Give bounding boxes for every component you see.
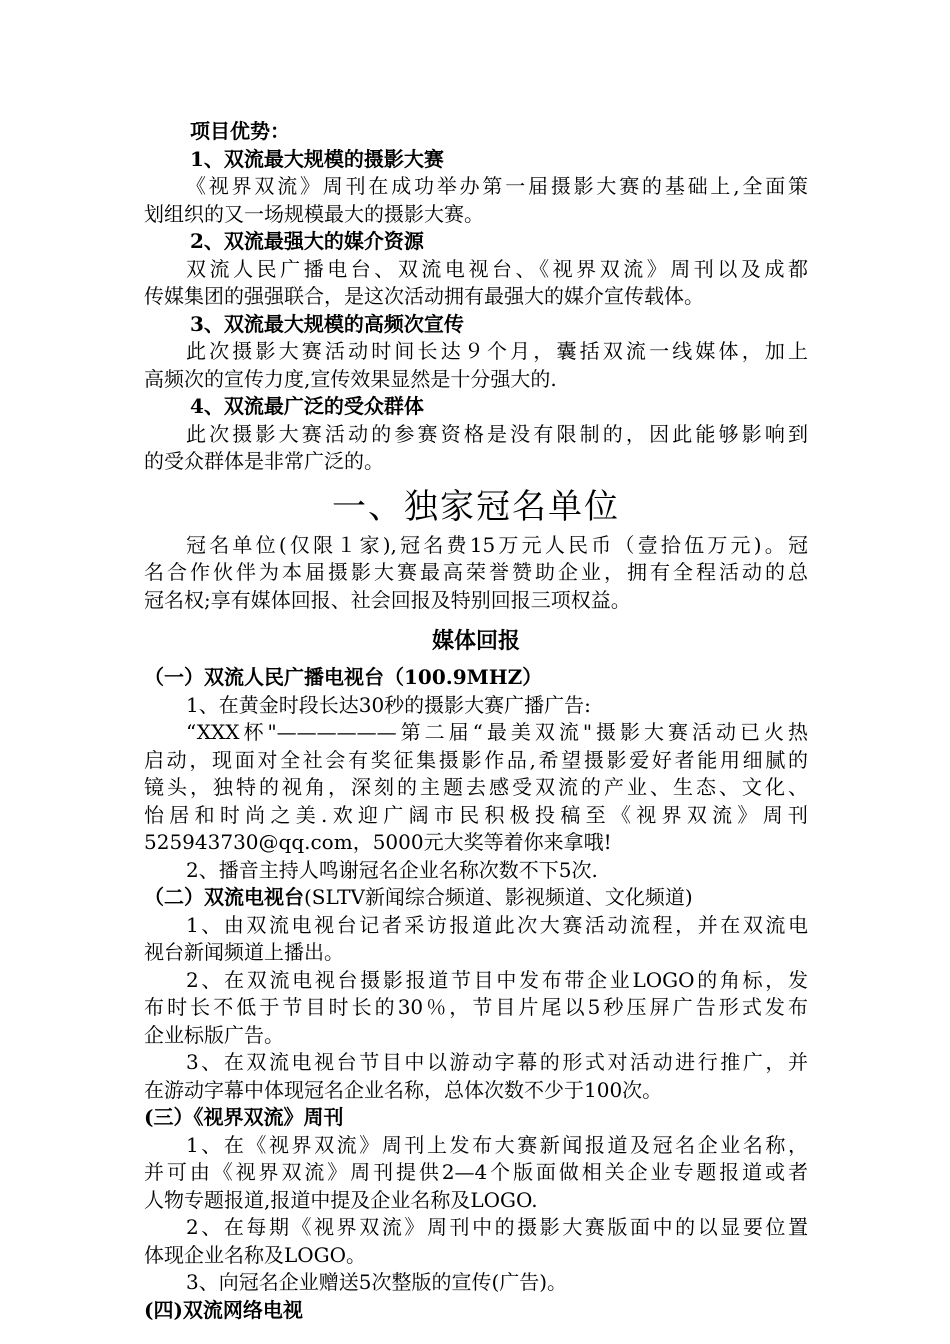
document-page	[144, 118, 808, 1324]
tv-heading-name: （二）双流电视台	[144, 885, 304, 909]
advantage-3-text: 高频次的宣传力度,宣传效果显然是十分强大的.	[144, 366, 557, 391]
radio-heading: （一）双流人民广播电视台（100.9MHZ）	[144, 665, 543, 689]
radio-item-2: 2、播音主持人鸣谢冠名企业名称次数不下5次.	[186, 857, 598, 882]
weekly-heading: (三）《视界双流》周刊	[144, 1105, 344, 1129]
weekly-item-2: 体现企业名称及LOGO。	[144, 1242, 367, 1267]
network-heading: (四)双流网络电视	[144, 1297, 303, 1322]
weekly-item-3: 3、向冠名企业赠送5次整版的宣传(广告)。	[186, 1270, 568, 1294]
advantage-2-text: 双流人民广播电台、双流电视台、《视界双流》周刊以及成都	[186, 256, 808, 281]
sponsor-intro: 名合作伙伴为本届摄影大赛最高荣誉赞助企业，拥有全程活动的总	[144, 560, 808, 584]
radio-ad-text: 启动，现面对全社会有奖征集摄影作品,希望摄影爱好者能用细腻的	[144, 747, 808, 772]
advantage-2-title: 2、双流最强大的媒介资源	[190, 229, 424, 253]
tv-item-1: 1、由双流电视台记者采访报道此次大赛活动流程，并在双流电	[186, 912, 808, 937]
radio-ad-text: 镜头，独特的视角，深刻的主题去感受双流的产业、生态、文化、	[144, 775, 808, 799]
media-returns-title: 媒体回报	[431, 628, 520, 654]
advantage-1-text: 《视界双流》周刊在成功举办第一届摄影大赛的基础上,全面策	[186, 174, 808, 198]
radio-item-1: 1、在黄金时段长达30秒的摄影大赛广播广告:	[186, 692, 591, 717]
tv-item-2: 布时长不低于节目时长的30％，节目片尾以5秒压屏广告形式发布	[144, 995, 808, 1019]
radio-ad-text: 怡居和时尚之美.欢迎广阔市民积极投稿至《视界双流》周刊	[144, 802, 808, 827]
sponsor-intro: 冠名单位(仅限１家),冠名费15万元人民币（壹拾伍万元)。冠	[186, 532, 808, 557]
advantage-1-title: 1、双流最大规模的摄影大赛	[190, 146, 444, 171]
radio-ad-text: “XXX杯"——————第二届“最美双流"摄影大赛活动已火热	[186, 720, 808, 744]
tv-item-3: 在游动字幕中体现冠名企业名称，总体次数不少于100次。	[144, 1077, 663, 1102]
advantage-4-title: 4、双流最广泛的受众群体	[190, 394, 424, 418]
weekly-item-2: 2、在每期《视界双流》周刊中的摄影大赛版面中的以显要位置	[186, 1215, 808, 1239]
tv-item-1: 视台新闻频道上播出。	[144, 940, 344, 964]
tv-item-2: 企业标版广告。	[144, 1022, 284, 1047]
weekly-item-1: 人物专题报道,报道中提及企业名称及LOGO.	[144, 1187, 538, 1212]
advantage-2-text: 传媒集团的强强联合，是这次活动拥有最强大的媒介宣传载体。	[144, 284, 704, 308]
tv-item-2: 2、在双流电视台摄影报道节目中发布带企业LOGO的角标，发	[186, 967, 808, 992]
tv-heading	[144, 884, 808, 912]
advantage-4-text: 此次摄影大赛活动的参赛资格是没有限制的，因此能够影响到	[186, 421, 808, 446]
section-title: 一、独家冠名单位	[332, 486, 620, 527]
tv-item-3: 3、在双流电视台节目中以游动字幕的形式对活动进行推广，并	[186, 1050, 808, 1074]
weekly-item-1: 并可由《视界双流》周刊提供2—4个版面做相关企业专题报道或者	[144, 1160, 808, 1184]
sponsor-intro: 冠名权;享有媒体回报、社会回报及特别回报三项权益。	[144, 587, 631, 612]
radio-ad-text: 525943730@qq.com，5000元大奖等着你来拿哦!	[144, 830, 612, 854]
advantage-3-title: 3、双流最大规模的高频次宣传	[190, 311, 464, 336]
advantage-3-text: 此次摄影大赛活动时间长达９个月，囊括双流一线媒体，加上	[186, 339, 808, 363]
advantage-4-text: 的受众群体是非常广泛的。	[144, 449, 384, 473]
advantages-heading: 项目优势：	[190, 119, 290, 143]
weekly-item-1: 1、在《视界双流》周刊上发布大赛新闻报道及冠名企业名称，	[186, 1132, 808, 1157]
advantage-1-text: 划组织的又一场规模最大的摄影大赛。	[144, 201, 484, 226]
tv-heading-channels: (SLTV新闻综合频道、影视频道、文化频道)	[304, 885, 693, 909]
